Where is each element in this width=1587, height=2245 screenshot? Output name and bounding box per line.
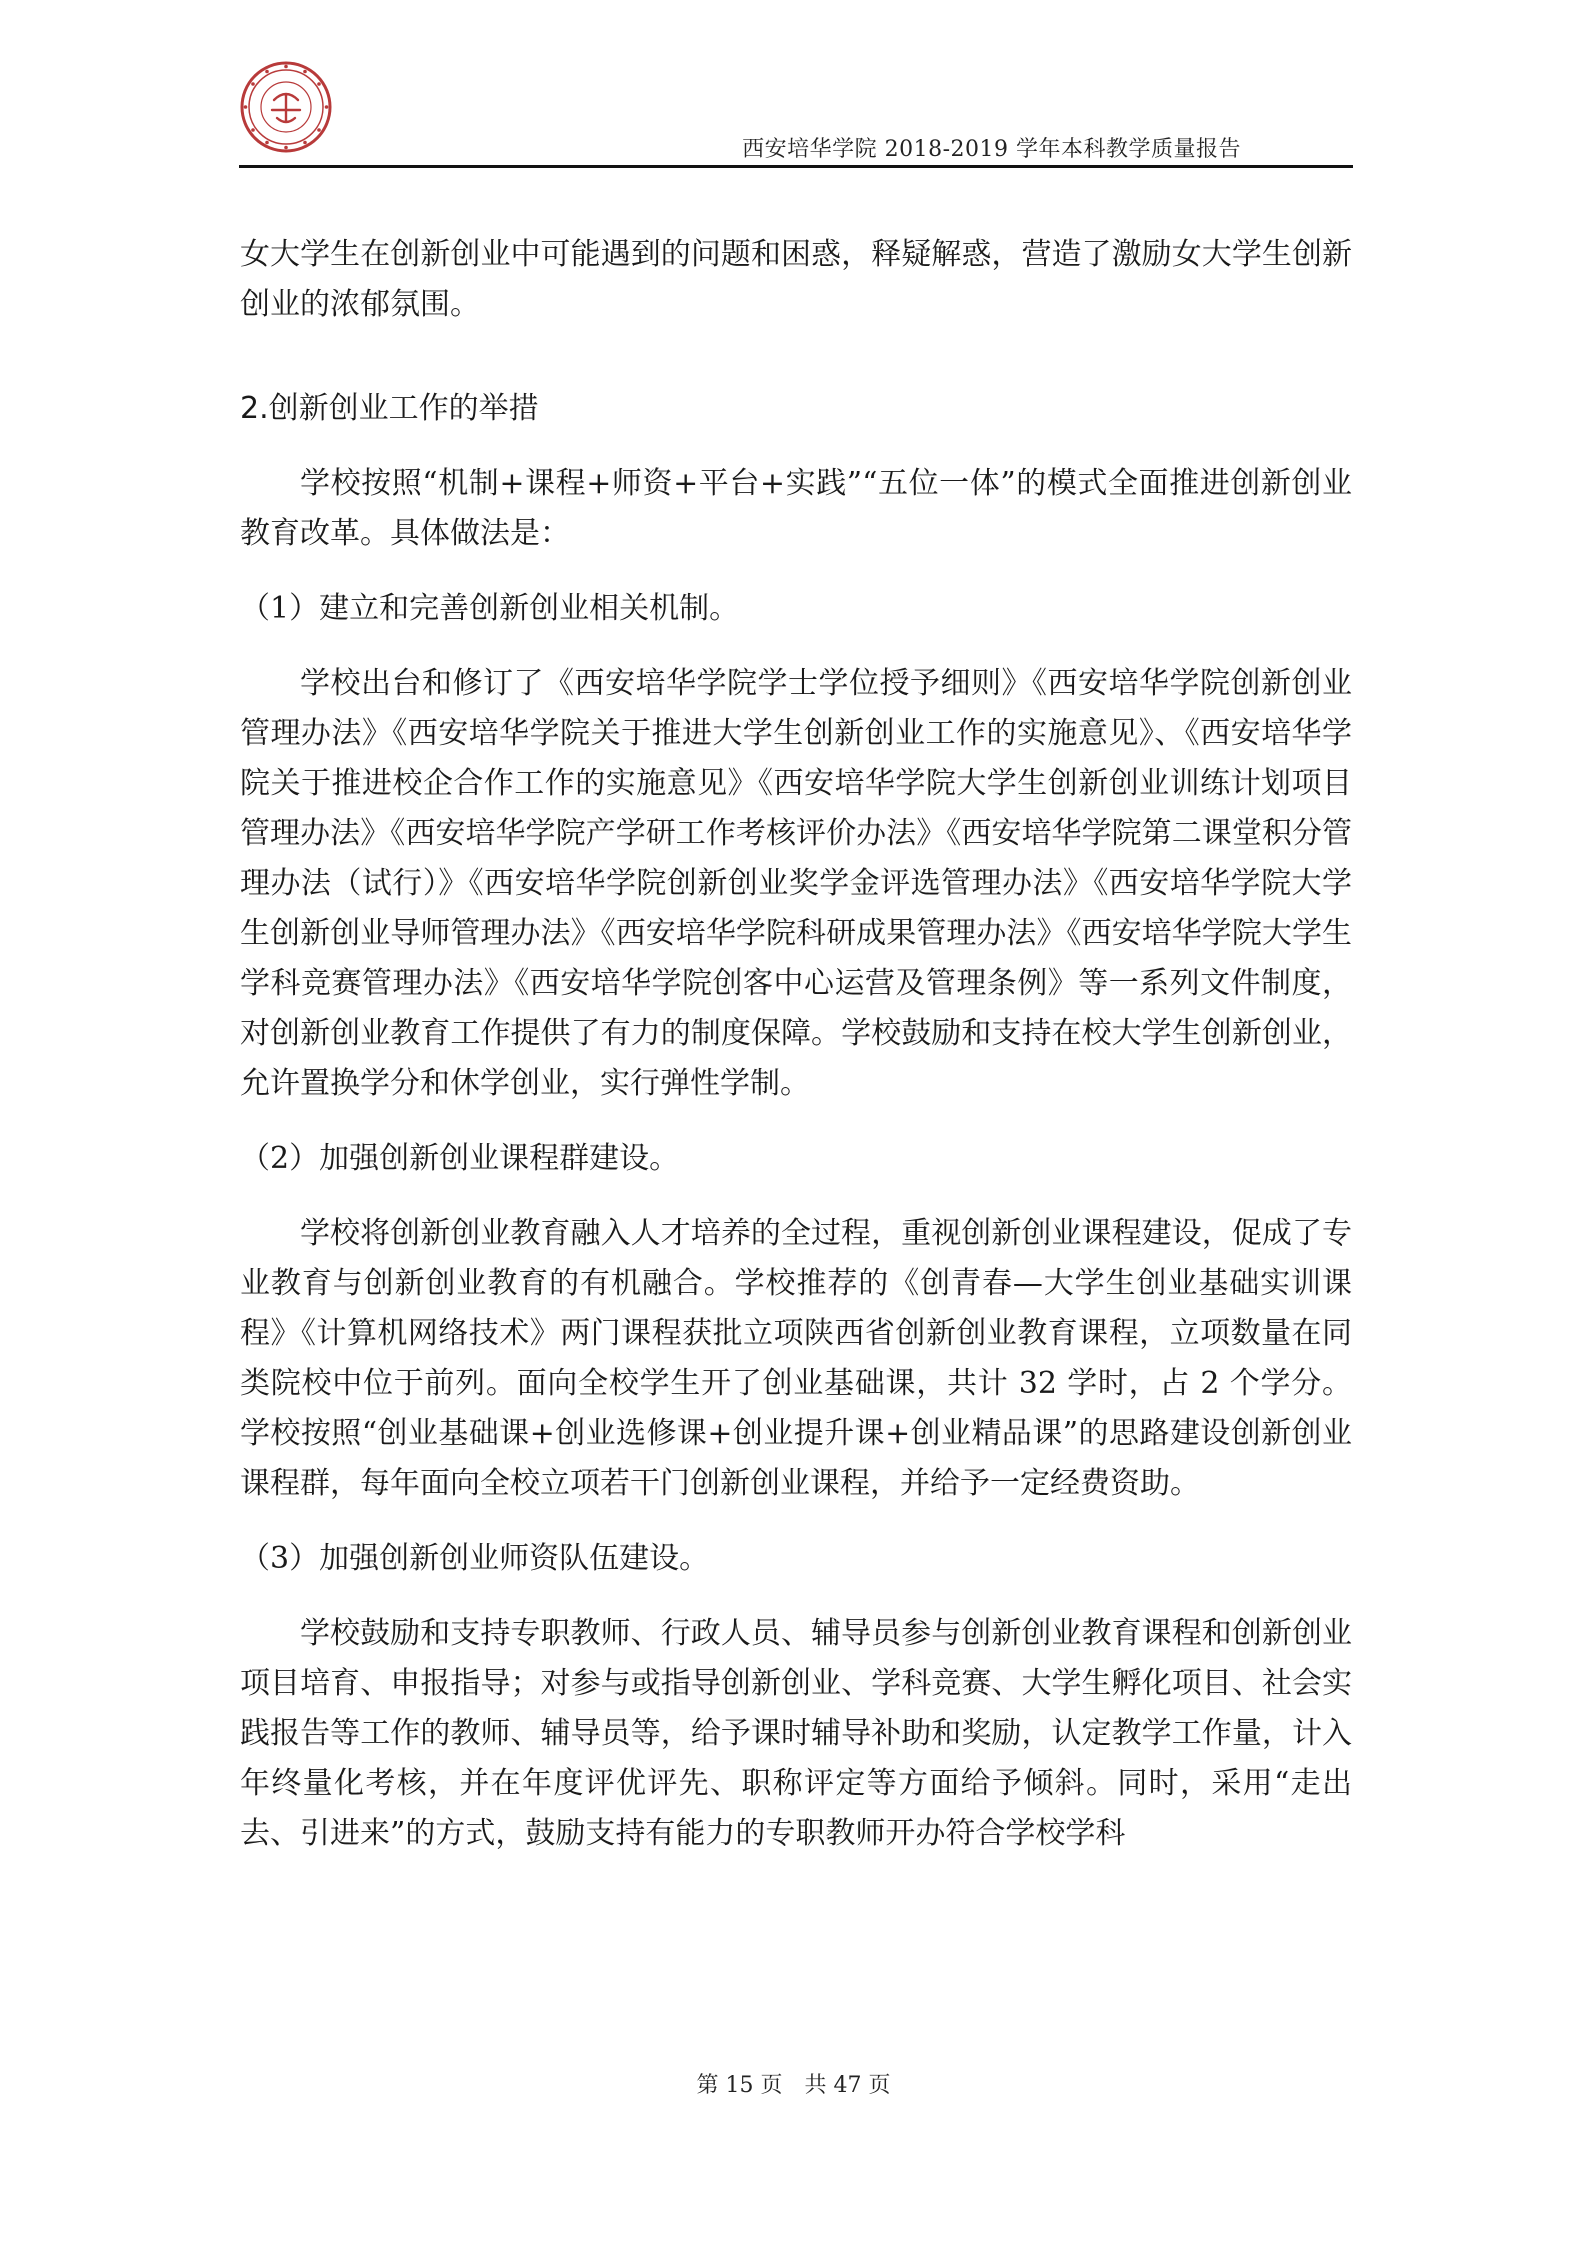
paragraph-courses: 学校将创新创业教育融入人才培养的全过程，重视创新创业课程建设，促成了专业教育与创新创业教育的有机融合。学校推荐的《创青春—大学生创业基础实训课程》《计算机网络技术》两门课程获批立项陕西省创新创业教育课程，立项数量在同类院校中位于前列。面向全校学生开了创业基础课，共计 32 学时，占 2 个学分。学校按照“创业基础课+创业选修课+创业提升课+创业精品课”的思路建设创新创业课程群，每年面向全校立项若干门创新创业课程，并给予一定经费资助。	[240, 1216, 1352, 1501]
section-heading: 2.创新创业工作的举措	[240, 391, 539, 426]
subheading-mechanism: （1）建立和完善创新创业相关机制。	[240, 591, 740, 626]
subheading-courses: （2）加强创新创业课程群建设。	[240, 1141, 680, 1176]
page-number: 第 15 页 共 47 页	[696, 2073, 891, 2098]
paragraph-intro: 学校按照“机制+课程+师资+平台+实践”“五位一体”的模式全面推进创新创业教育改革。具体做法是：	[240, 466, 1352, 551]
paragraph-continued: 女大学生在创新创业中可能遇到的问题和困惑，释疑解惑，营造了激励女大学生创新创业的浓郁氛围。	[240, 237, 1352, 322]
report-title: 西安培华学院 2018-2019 学年本科教学质量报告	[742, 137, 1241, 162]
page-body	[240, 230, 1352, 1859]
school-seal-icon	[239, 60, 333, 154]
paragraph-faculty: 学校鼓励和支持专职教师、行政人员、辅导员参与创新创业教育课程和创新创业项目培育、申报指导；对参与或指导创新创业、学科竞赛、大学生孵化项目、社会实践报告等工作的教师、辅导员等，给予课时辅导补助和奖励，认定教学工作量，计入年终量化考核，并在年度评优评先、职称评定等方面给予倾斜。同时，采用“走出去、引进来”的方式，鼓励支持有能力的专职教师开办符合学校学科	[240, 1616, 1352, 1851]
header-divider	[239, 165, 1353, 168]
subheading-faculty: （3）加强创新创业师资队伍建设。	[240, 1541, 710, 1576]
page-header	[239, 60, 1353, 168]
paragraph-mechanism: 学校出台和修订了《西安培华学院学士学位授予细则》《西安培华学院创新创业管理办法》《西安培华学院关于推进大学生创新创业工作的实施意见》、《西安培华学院关于推进校企合作工作的实施意见》《西安培华学院大学生创新创业训练计划项目管理办法》《西安培华学院产学研工作考核评价办法》《西安培华学院第二课堂积分管理办法（试行）》《西安培华学院创新创业奖学金评选管理办法》《西安培华学院大学生创新创业导师管理办法》《西安培华学院科研成果管理办法》《西安培华学院大学生学科竞赛管理办法》《西安培华学院创客中心运营及管理条例》等一系列文件制度，对创新创业教育工作提供了有力的制度保障。学校鼓励和支持在校大学生创新创业，允许置换学分和休学创业，实行弹性学制。	[240, 666, 1352, 1101]
